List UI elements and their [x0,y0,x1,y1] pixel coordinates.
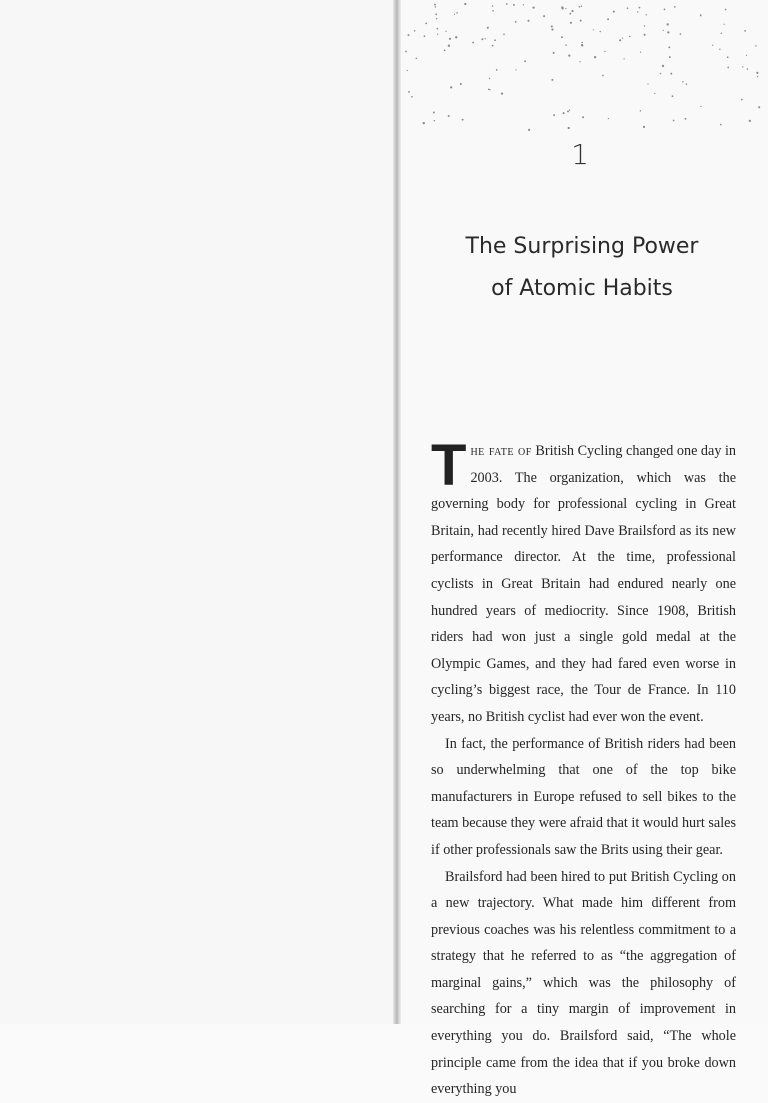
decorative-dot [580,20,582,22]
decorative-dot [408,34,410,36]
decorative-dot [561,36,563,38]
left-page-blank [0,0,393,1024]
decorative-dot [513,4,515,6]
decorative-dot [570,22,572,24]
decorative-dot [455,36,457,38]
decorative-dot [423,122,425,124]
decorative-dot [640,51,641,52]
decorative-dot [747,68,749,70]
decorative-dot [660,73,662,75]
decorative-dot [515,21,517,23]
decorative-dot [724,24,725,25]
paragraph-3: Brailsford had been hired to put British Cycling on a new trajectory. What made him different from previous coaches was his relentless commitment to a strategy that he referred to as “the aggregation of marginal gains,” which was the philosophy of searching for a tiny margin of improvement in everything you do. Brailsford said, “The whole principle came from the idea that if you broke down everything you [431,868,736,1098]
chapter-title [440,226,724,310]
decorative-dot [551,79,553,81]
decorative-dot [472,42,474,44]
decorative-dot [720,124,722,126]
decorative-dot [627,7,629,9]
decorative-dot [593,29,594,30]
decorative-dot [727,67,729,69]
decorative-dot [668,46,670,48]
decorative-dot [757,76,758,77]
decorative-dot [492,45,494,47]
decorative-dot [667,31,669,33]
decorative-dot [424,35,426,37]
decorative-dot [680,33,682,35]
decorative-dot [565,8,566,9]
decorative-dot [582,116,584,118]
decorative-dot [425,23,427,25]
decorative-dot [506,3,508,5]
decorative-dot [623,58,624,59]
decorative-dot [613,11,615,13]
decorative-dot [669,56,671,58]
decorative-dot [619,39,621,41]
decorative-dot [685,118,687,120]
decorative-dot [464,3,466,5]
decorative-dot [662,65,664,67]
decorative-dot [527,20,529,22]
decorative-dot [460,83,462,85]
paragraph-2: In fact, the performance of British riders had been so underwhelming that one of the top bike manufacturers in Europe refused to sell bikes to the team because they were afraid that it would hurt sales if other professionals saw the Brits using their gear. [431,735,736,858]
decorative-dot [515,69,516,70]
decorative-dot [643,126,645,128]
decorative-dot [742,66,743,67]
decorative-dot [746,55,747,56]
decorative-dot [444,49,446,51]
decorative-dot [756,72,758,74]
decorative-dot [436,28,438,30]
decorative-dot [434,4,436,6]
decorative-dot [741,99,743,101]
decorative-dot [727,56,729,58]
decorative-dot [565,44,567,46]
paragraph-1-text: British Cycling changed one day in 2003. The organization, which was the governing body for professional cycling in Great Britain, had recently hired Dave Brailsford as its new performance director. At the time, professional cyclists in Great Britain had endured nearly one hundred years of mediocrity. Since 1908, British riders had won just a single gold medal at the Olympic Games, and they had fared even worse in cycling’s biggest race, the Tour de France. In 110 years, no British cyclist had ever won the event. [431,443,737,725]
decorative-dot [487,27,489,29]
decorative-dot [532,6,534,8]
decorative-dot [644,34,646,36]
decorative-dot [494,39,496,41]
decorative-dot [561,6,563,8]
decorative-dot [568,54,570,56]
decorative-dot [569,110,570,111]
decorative-dot [433,112,435,114]
decorative-dot [579,6,581,8]
decorative-dot [434,120,435,121]
paragraph-1 [431,433,737,731]
decorative-dot [672,95,674,97]
decorative-dot [456,12,458,14]
decorative-dot [449,38,451,40]
decorative-dot [435,13,437,15]
decorative-dot [524,60,526,62]
decorative-dot [622,37,623,38]
chapter-body-text [431,433,737,1103]
decorative-dot [563,112,565,114]
decorative-dot [581,45,583,47]
decorative-dot [712,45,713,46]
decorative-dot [719,49,720,50]
decorative-dot [437,34,438,35]
decorative-dot [579,61,580,62]
decorative-dot [639,7,641,9]
decorative-dot [568,127,570,129]
decorative-dot [674,6,676,8]
decorative-dot [700,15,702,17]
decorative-dot [489,89,490,90]
decorative-dot [602,75,604,77]
decorative-dot-pattern [401,0,768,150]
decorative-dot [755,45,756,46]
decorative-dot [488,89,490,91]
chapter-title-line-2: of Atomic Habits [491,276,673,301]
decorative-dot [448,115,450,117]
decorative-dot [492,5,494,7]
decorative-dot [523,4,524,5]
decorative-dot [448,45,450,47]
chapter-number: 1 [571,138,589,171]
decorative-dot [670,73,672,75]
decorative-dot [744,30,746,32]
decorative-dot [758,106,760,108]
decorative-dot [435,6,436,7]
decorative-dot [673,120,675,122]
decorative-dot [489,78,490,79]
decorative-dot [407,70,408,71]
book-spine [393,0,401,1024]
decorative-dot [581,5,583,7]
opening-small-caps: he fate of [470,443,532,459]
decorative-dot [686,83,688,85]
decorative-dot [553,114,555,116]
decorative-dot [411,96,413,98]
decorative-dot [594,56,596,58]
decorative-dot [543,15,545,17]
decorative-dot [528,129,530,131]
decorative-dot [654,93,655,94]
decorative-dot [553,52,555,54]
decorative-dot [551,28,553,30]
decorative-dot [608,118,609,119]
decorative-dot [700,106,701,107]
decorative-dot [436,18,437,19]
decorative-dot [503,33,505,35]
decorative-dot [600,31,601,32]
decorative-dot [408,91,410,93]
decorative-dot [749,120,751,122]
decorative-dot [667,23,669,25]
decorative-dot [416,58,418,60]
decorative-dot [492,10,494,12]
decorative-dot [644,25,645,26]
decorative-dot [629,36,631,38]
decorative-dot [454,14,455,15]
chapter-title-line-1: The Surprising Power [465,234,699,259]
decorative-dot [581,42,582,43]
decorative-dot [445,31,446,32]
decorative-dot [664,9,666,11]
decorative-dot [640,110,641,111]
decorative-dot [496,69,498,71]
decorative-dot [682,81,683,82]
decorative-dot [405,51,407,53]
decorative-dot [485,38,486,39]
decorative-dot [569,13,571,15]
decorative-dot [450,86,452,88]
decorative-dot [646,14,647,15]
decorative-dot [604,51,605,52]
decorative-dot [414,30,416,32]
decorative-dot [725,9,727,11]
decorative-dot [462,119,464,121]
decorative-dot [567,110,569,112]
decorative-dot [551,25,553,27]
decorative-dot [663,30,664,31]
decorative-dot [571,10,573,12]
decorative-dot [647,83,648,84]
decorative-dot [607,18,609,20]
drop-cap-letter: T [431,433,467,498]
decorative-dot [481,38,483,40]
decorative-dot [501,92,503,94]
decorative-dot [721,32,723,34]
decorative-dot [637,11,638,12]
